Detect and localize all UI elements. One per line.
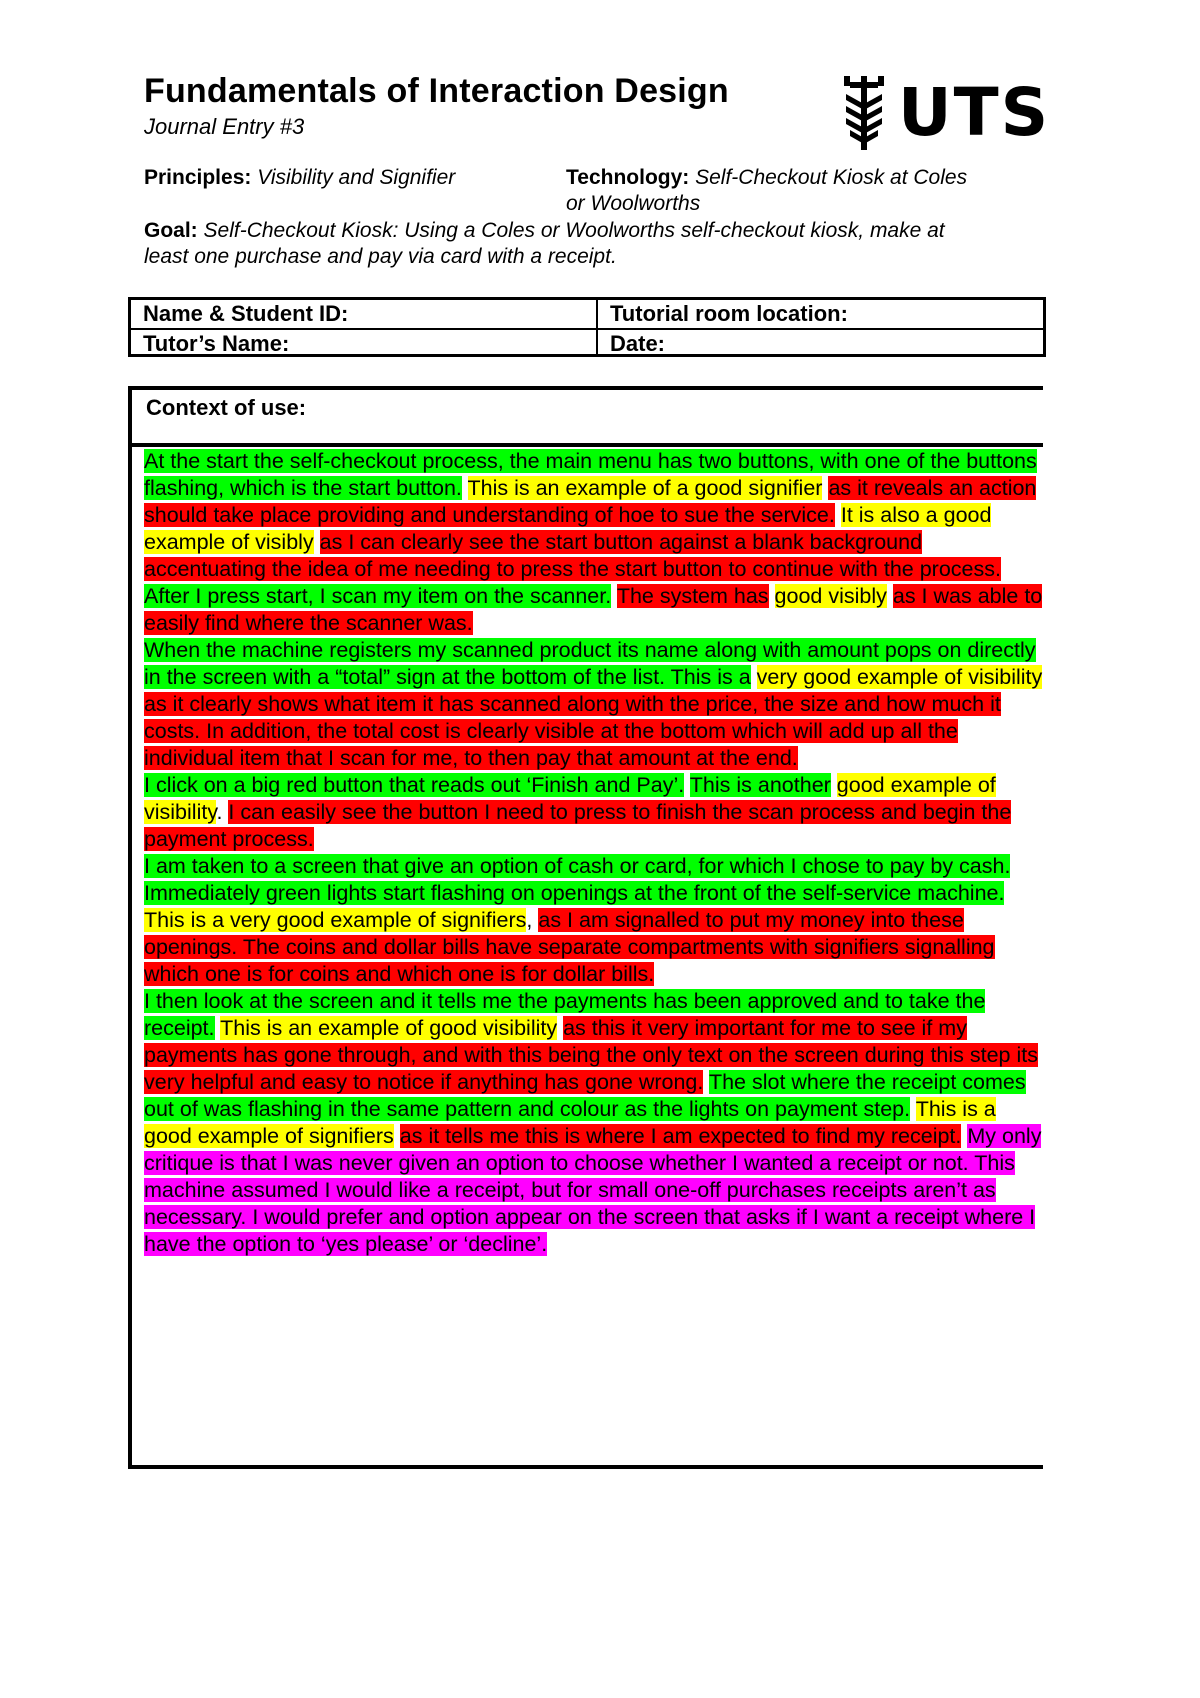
technology-value: Self-Checkout Kiosk at Coles or Woolworths bbox=[566, 166, 968, 215]
text-segment bbox=[394, 1124, 400, 1148]
text-segment bbox=[751, 665, 757, 689]
highlight-green-segment: The slot where the receipt comes out of was flashing in the same pattern and colour as the lights on payment step. bbox=[144, 1070, 1026, 1121]
journal-paragraph bbox=[144, 583, 1044, 637]
technology-line bbox=[566, 165, 986, 217]
text-segment bbox=[910, 1097, 916, 1121]
highlight-red-segment: as this it very important for me to see if my payments has gone through, and with this being the only text on the screen during this step its very helpful and easy to notice if anything has gone wrong. bbox=[144, 1016, 1038, 1094]
principles-label: Principles: bbox=[144, 166, 252, 189]
uts-emblem-icon bbox=[842, 76, 886, 150]
principles-value: Visibility and Signifier bbox=[257, 166, 456, 189]
principles-line bbox=[144, 165, 544, 191]
goal-label: Goal: bbox=[144, 219, 198, 242]
highlight-yellow-segment: This is a very good example of signifiers bbox=[144, 908, 527, 932]
highlight-red-segment: as it reveals an action should take place providing and understanding of hoe to sue the service. bbox=[144, 476, 1037, 527]
name-student-id-label: Name & Student ID: bbox=[143, 301, 349, 326]
highlight-yellow-segment: This is an example of a good signifier bbox=[467, 476, 823, 500]
journal-paragraph bbox=[144, 853, 1044, 988]
context-of-use-box bbox=[128, 386, 1043, 1469]
highlight-yellow-segment: good example of visibility bbox=[144, 773, 996, 824]
uts-logo bbox=[842, 74, 1051, 151]
text-segment bbox=[887, 584, 893, 608]
tutor-name-label: Tutor’s Name: bbox=[143, 331, 290, 356]
highlight-green-segment: I click on a big red button that reads out ‘Finish and Pay’. bbox=[144, 773, 685, 797]
highlight-green-segment: After I press start, I scan my item on the scanner. bbox=[144, 584, 612, 608]
goal-value: Self-Checkout Kiosk: Using a Coles or Woolworths self-checkout kiosk, make at least one purchase and pay via card with a receipt. bbox=[144, 219, 945, 268]
highlight-magenta-segment: My only critique is that I was never given an option to choose whether I wanted a receipt or not. This machine assumed I would like a receipt, but for small one-off purchases receipts aren’t as necessary. I would prefer and option appear on the screen that asks if I want a receipt where I have the option to ‘yes please’ or ‘decline’. bbox=[144, 1124, 1042, 1256]
student-info-table bbox=[128, 297, 1046, 357]
journal-paragraph bbox=[144, 988, 1044, 1258]
tutor-name-field[interactable] bbox=[131, 330, 596, 358]
text-segment bbox=[462, 476, 468, 500]
context-separator bbox=[132, 443, 1043, 447]
journal-paragraph bbox=[144, 772, 1044, 853]
text-segment bbox=[684, 773, 690, 797]
highlight-yellow-segment: very good example of visibility bbox=[756, 665, 1043, 689]
highlight-red-segment: as it tells me this is where I am expected to find my receipt. bbox=[399, 1124, 962, 1148]
context-of-use-label: Context of use: bbox=[146, 395, 307, 420]
highlight-yellow-segment: good visibly bbox=[774, 584, 887, 608]
highlight-red-segment: I can easily see the button I need to press to finish the scan process and begin the payment process. bbox=[144, 800, 1012, 851]
highlight-green-segment: I am taken to a screen that give an option of cash or card, for which I chose to pay by cash. Immediately green lights start flashing on openings at the front of the self-service machine. bbox=[144, 854, 1011, 905]
tutorial-room-location-label: Tutorial room location: bbox=[610, 301, 848, 326]
highlight-red-segment: as I can clearly see the start button against a blank background accentuating the idea of me needing to press the start button to continue with the process. bbox=[144, 530, 1001, 581]
name-student-id-field[interactable] bbox=[131, 300, 596, 328]
text-segment bbox=[611, 584, 617, 608]
highlight-red-segment: as it clearly shows what item it has scanned along with the price, the size and how much it costs. In addition, the total cost is clearly visible at the bottom which will add up all the individual item that I scan for me, to then pay that amount at the end. bbox=[144, 692, 1001, 770]
highlight-yellow-segment: This is a good example of signifiers bbox=[144, 1097, 996, 1148]
document-title: Fundamentals of Interaction Design bbox=[144, 72, 729, 110]
highlight-green-segment: At the start the self-checkout process, the main menu has two buttons, with one of the buttons flashing, which is the start button. bbox=[144, 449, 1037, 500]
highlight-yellow-segment: It is also a good example of visibly bbox=[144, 503, 992, 554]
date-label: Date: bbox=[610, 331, 666, 356]
context-of-use-text[interactable] bbox=[144, 448, 1044, 1258]
text-segment bbox=[769, 584, 775, 608]
tutorial-room-location-field[interactable] bbox=[598, 300, 1043, 328]
date-field[interactable] bbox=[598, 330, 1043, 358]
goal-line bbox=[144, 218, 984, 270]
highlight-green-segment: I then look at the screen and it tells me the payments has been approved and to take the receipt. bbox=[144, 989, 986, 1040]
highlight-red-segment: The system has bbox=[616, 584, 769, 608]
highlight-red-segment: as I am signalled to put my money into these openings. The coins and dollar bills have separate compartments with signifiers signalling which one is for coins and which one is for dollar bills. bbox=[144, 908, 995, 986]
highlight-green-segment: When the machine registers my scanned product its name along with amount pops on directly in the screen with a “total” sign at the bottom of the list. This is a bbox=[144, 638, 1036, 689]
text-segment: . bbox=[216, 800, 229, 824]
journal-paragraph bbox=[144, 448, 1044, 583]
document-subtitle: Journal Entry #3 bbox=[144, 114, 305, 139]
text-segment bbox=[831, 773, 837, 797]
technology-label: Technology: bbox=[566, 166, 690, 189]
highlight-green-segment: This is another bbox=[689, 773, 831, 797]
highlight-yellow-segment: This is an example of good visibility bbox=[220, 1016, 558, 1040]
uts-logo-text: UTS bbox=[898, 74, 1051, 151]
highlight-red-segment: as I was able to easily find where the scanner was. bbox=[144, 584, 1043, 635]
text-segment bbox=[835, 503, 841, 527]
text-segment: , bbox=[526, 908, 539, 932]
journal-paragraph bbox=[144, 637, 1044, 772]
text-segment bbox=[314, 530, 320, 554]
